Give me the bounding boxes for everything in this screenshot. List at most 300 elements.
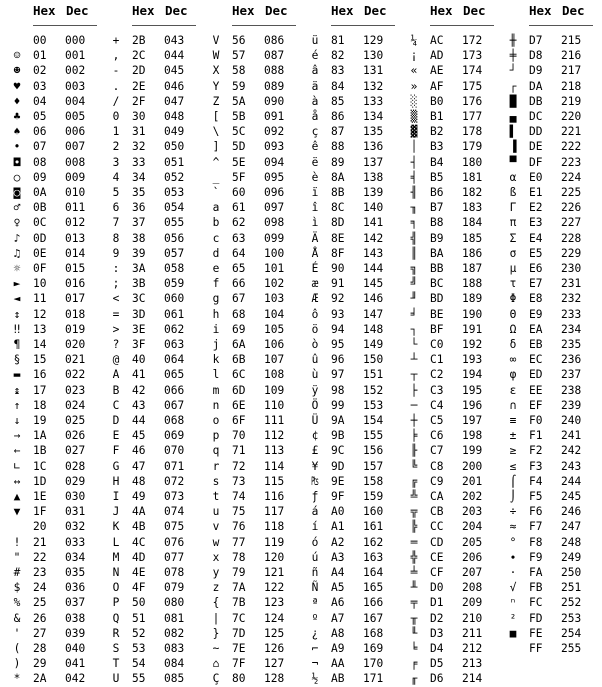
char-glyph: ╫ [509, 34, 517, 47]
hex-value: 2F [132, 94, 146, 108]
hex-value: AE [430, 64, 444, 78]
dec-value: 207 [462, 566, 483, 579]
dec-value: 174 [462, 64, 483, 78]
dec-value: 053 [164, 186, 185, 199]
dec-value: 148 [363, 322, 384, 336]
char-glyph: C [112, 398, 120, 412]
dec-value: 182 [462, 186, 483, 199]
dec-value: 186 [462, 246, 483, 260]
char-glyph: φ [509, 368, 517, 382]
hex-value: C0 [430, 338, 444, 351]
char-glyph: ) [13, 657, 21, 671]
dec-value: 083 [164, 642, 185, 655]
char-glyph: ╓ [410, 672, 418, 686]
char-glyph: ≤ [509, 459, 517, 473]
dec-value: 227 [561, 216, 582, 230]
hex-value: 30 [132, 110, 146, 123]
char-glyph: ○ [13, 170, 21, 184]
char-glyph: · [509, 566, 517, 579]
hex-value: BC [430, 277, 444, 291]
char-glyph: ╗ [410, 262, 418, 275]
char-glyph: É [311, 262, 319, 275]
dec-value: 068 [164, 414, 185, 427]
char-glyph: 0 [112, 110, 120, 123]
hex-value: C5 [430, 414, 444, 427]
dec-value: 230 [561, 262, 582, 275]
char-glyph: » [410, 79, 418, 93]
hex-value: ED [529, 368, 543, 382]
char-glyph: : [112, 262, 120, 275]
hex-value: 95 [331, 338, 345, 351]
hex-value: F5 [529, 490, 543, 503]
dec-value: 078 [164, 566, 185, 579]
dec-value: 030 [65, 490, 86, 503]
hex-value: 34 [132, 170, 146, 184]
char-glyph: ♠ [13, 125, 21, 139]
hex-value: B4 [430, 155, 444, 169]
char-glyph: L [112, 535, 120, 549]
hex-value: 75 [232, 505, 246, 519]
hex-value: 1A [33, 429, 47, 443]
hex-value: BA [430, 246, 444, 260]
hex-value: 5F [232, 170, 246, 184]
dec-value: 035 [65, 566, 86, 579]
hex-value: DA [529, 79, 543, 93]
char-glyph: ▲ [13, 490, 21, 503]
char-glyph: ╩ [410, 490, 418, 503]
dec-value: 031 [65, 505, 86, 519]
char-glyph: + [112, 34, 120, 47]
dec-value: 189 [462, 292, 483, 306]
dec-value: 024 [65, 398, 86, 412]
dec-value: 198 [462, 429, 483, 443]
dec-value: 236 [561, 353, 582, 367]
dec-value: 159 [363, 490, 384, 503]
hex-value: 2D [132, 64, 146, 78]
char-glyph: _ [212, 170, 220, 184]
hex-value: BB [430, 262, 444, 275]
char-glyph: ▬ [13, 368, 21, 382]
hex-value: BE [430, 307, 444, 321]
char-glyph: ╡ [410, 170, 418, 184]
dec-value: 202 [462, 490, 483, 503]
char-glyph: Θ [509, 307, 517, 321]
char-glyph: g [212, 292, 220, 306]
hex-value: 11 [33, 292, 47, 306]
dec-header: Dec [364, 3, 387, 18]
hex-value: 43 [132, 398, 146, 412]
char-glyph: S [112, 642, 120, 655]
dec-value: 049 [164, 125, 185, 139]
dec-value: 136 [363, 140, 384, 154]
dec-value: 092 [264, 125, 285, 139]
char-glyph: R [112, 626, 120, 640]
char-glyph: ◘ [13, 155, 21, 169]
hex-value: 4C [132, 535, 146, 549]
dec-value: 097 [264, 201, 285, 215]
char-glyph: ╠ [410, 520, 418, 534]
char-glyph: Σ [509, 231, 517, 245]
char-glyph: 3 [112, 155, 120, 169]
char-glyph: ☺ [13, 49, 21, 63]
hex-value: 87 [331, 125, 345, 139]
hex-value: C1 [430, 353, 444, 367]
dec-value: 134 [363, 110, 384, 123]
hex-value: 26 [33, 611, 47, 625]
hex-value: 9F [331, 490, 345, 503]
dec-value: 032 [65, 520, 86, 534]
hex-value: 20 [33, 520, 47, 534]
hex-value: B3 [430, 140, 444, 154]
hex-value: 59 [232, 79, 246, 93]
char-glyph: / [112, 94, 120, 108]
char-glyph: ╨ [410, 581, 418, 595]
dec-value: 238 [561, 383, 582, 397]
char-glyph: @ [112, 353, 120, 367]
dec-header: Dec [165, 3, 188, 18]
hex-value: 21 [33, 535, 47, 549]
char-glyph: â [311, 64, 319, 78]
dec-value: 206 [462, 550, 483, 564]
dec-value: 111 [264, 414, 285, 427]
dec-value: 016 [65, 277, 86, 291]
dec-value: 069 [164, 429, 185, 443]
dec-value: 204 [462, 520, 483, 534]
char-glyph: ┬ [410, 368, 418, 382]
hex-value: 6C [232, 368, 246, 382]
char-glyph: ü [311, 34, 319, 47]
hex-value: 94 [331, 322, 345, 336]
char-glyph: ♥ [13, 79, 21, 93]
hex-value: 61 [232, 201, 246, 215]
hex-value: 79 [232, 566, 246, 579]
hex-value: 8F [331, 246, 345, 260]
char-glyph: ┴ [410, 353, 418, 367]
hex-value: 7D [232, 626, 246, 640]
hex-value: 0C [33, 216, 47, 230]
hex-value: 76 [232, 520, 246, 534]
dec-value: 060 [164, 292, 185, 306]
hex-value: D1 [430, 596, 444, 610]
hex-value: F6 [529, 505, 543, 519]
dec-value: 041 [65, 657, 86, 671]
dec-value: 108 [264, 368, 285, 382]
hex-value: 6D [232, 383, 246, 397]
char-glyph: δ [509, 338, 517, 351]
dec-value: 021 [65, 353, 86, 367]
char-glyph: └ [410, 338, 418, 351]
char-glyph: « [410, 64, 418, 78]
char-glyph: F [112, 444, 120, 458]
dec-value: 167 [363, 611, 384, 625]
dec-value: 205 [462, 535, 483, 549]
dec-value: 103 [264, 292, 285, 306]
hex-value: DF [529, 155, 543, 169]
hex-value: 9C [331, 444, 345, 458]
hex-value: 52 [132, 626, 146, 640]
char-glyph: = [112, 307, 120, 321]
hex-value: 53 [132, 642, 146, 655]
dec-value: 105 [264, 322, 285, 336]
hex-value: 0D [33, 231, 47, 245]
dec-value: 011 [65, 201, 86, 215]
char-glyph: n [212, 398, 220, 412]
hex-value: 81 [331, 34, 345, 47]
hex-value: 97 [331, 368, 345, 382]
char-glyph: 8 [112, 231, 120, 245]
dec-value: 144 [363, 262, 384, 275]
char-glyph: 9 [112, 246, 120, 260]
dec-value: 045 [164, 64, 185, 78]
hex-value: F8 [529, 535, 543, 549]
char-glyph: å [311, 110, 319, 123]
char-glyph: ╟ [410, 444, 418, 458]
hex-value: DE [529, 140, 543, 154]
hex-value: 14 [33, 338, 47, 351]
char-glyph: \ [212, 125, 220, 139]
hex-value: D0 [430, 581, 444, 595]
char-glyph: ‼ [13, 322, 21, 336]
hex-value: 82 [331, 49, 345, 63]
dec-value: 080 [164, 596, 185, 610]
dec-value: 150 [363, 353, 384, 367]
dec-value: 107 [264, 353, 285, 367]
char-glyph: $ [13, 581, 21, 595]
dec-value: 095 [264, 170, 285, 184]
hex-value: A7 [331, 611, 345, 625]
dec-value: 216 [561, 49, 582, 63]
hex-value: 0B [33, 201, 47, 215]
dec-value: 135 [363, 125, 384, 139]
char-glyph: D [112, 414, 120, 427]
char-glyph: ( [13, 642, 21, 655]
char-glyph: ☼ [13, 262, 21, 275]
dec-value: 101 [264, 262, 285, 275]
dec-value: 235 [561, 338, 582, 351]
dec-value: 250 [561, 566, 582, 579]
char-glyph: ï [311, 186, 319, 199]
hex-value: DC [529, 110, 543, 123]
char-glyph: Q [112, 611, 120, 625]
hex-value: EE [529, 383, 543, 397]
hex-value: 6B [232, 353, 246, 367]
char-glyph: J [112, 505, 120, 519]
char-glyph: H [112, 474, 120, 488]
hex-value: EA [529, 322, 543, 336]
char-glyph: t [212, 490, 220, 503]
hex-value: F4 [529, 474, 543, 488]
dec-value: 043 [164, 34, 185, 47]
dec-value: 131 [363, 64, 384, 78]
dec-value: 218 [561, 79, 582, 93]
dec-value: 181 [462, 170, 483, 184]
dec-value: 084 [164, 657, 185, 671]
hex-value: 74 [232, 490, 246, 503]
header-rule [232, 25, 296, 26]
dec-value: 003 [65, 79, 86, 93]
char-glyph: ┘ [509, 64, 517, 78]
char-glyph: ╒ [410, 657, 418, 671]
hex-value: E7 [529, 277, 543, 291]
char-glyph: ì [311, 216, 319, 230]
header-rule [529, 25, 593, 26]
dec-value: 006 [65, 125, 86, 139]
char-glyph: ¶ [13, 338, 21, 351]
char-glyph: ñ [311, 566, 319, 579]
hex-value: D7 [529, 34, 543, 47]
hex-value: 4A [132, 505, 146, 519]
hex-value: FB [529, 581, 543, 595]
char-glyph: º [311, 611, 319, 625]
hex-value: B9 [430, 231, 444, 245]
dec-value: 085 [164, 672, 185, 686]
char-glyph: ↓ [13, 414, 21, 427]
dec-value: 132 [363, 79, 384, 93]
char-glyph: ║ [410, 246, 418, 260]
dec-value: 192 [462, 338, 483, 351]
dec-value: 169 [363, 642, 384, 655]
char-glyph: Ü [311, 414, 319, 427]
dec-value: 001 [65, 49, 86, 63]
dec-value: 153 [363, 398, 384, 412]
char-glyph: ← [13, 444, 21, 458]
dec-value: 155 [363, 429, 384, 443]
dec-value: 225 [561, 186, 582, 199]
hex-value: F2 [529, 444, 543, 458]
char-glyph: ▼ [13, 505, 21, 519]
dec-value: 246 [561, 505, 582, 519]
char-glyph: í [311, 520, 319, 534]
hex-value: 71 [232, 444, 246, 458]
dec-value: 077 [164, 550, 185, 564]
char-glyph: ] [212, 140, 220, 154]
hex-value: 35 [132, 186, 146, 199]
hex-value: 22 [33, 550, 47, 564]
dec-value: 082 [164, 626, 185, 640]
hex-value: DD [529, 125, 543, 139]
char-glyph: ƒ [311, 490, 319, 503]
char-glyph: ♦ [13, 94, 21, 108]
char-glyph: § [13, 353, 21, 367]
dec-value: 222 [561, 140, 582, 154]
hex-value: 1F [33, 505, 47, 519]
char-glyph: ∩ [509, 398, 517, 412]
char-glyph: è [311, 170, 319, 184]
dec-value: 242 [561, 444, 582, 458]
hex-value: FC [529, 596, 543, 610]
dec-value: 036 [65, 581, 86, 595]
hex-value: 08 [33, 155, 47, 169]
hex-value: 36 [132, 201, 146, 215]
hex-value: 80 [232, 672, 246, 686]
char-glyph: ┼ [410, 414, 418, 427]
char-glyph: N [112, 566, 120, 579]
char-glyph: Ö [311, 398, 319, 412]
hex-value: 7E [232, 642, 246, 655]
char-glyph: A [112, 368, 120, 382]
char-glyph: ╖ [410, 201, 418, 215]
dec-value: 110 [264, 398, 285, 412]
hex-value: AB [331, 672, 345, 686]
dec-value: 140 [363, 201, 384, 215]
dec-value: 087 [264, 49, 285, 63]
dec-value: 240 [561, 414, 582, 427]
char-glyph: ⁿ [509, 596, 517, 610]
dec-value: 057 [164, 246, 185, 260]
hex-value: A6 [331, 596, 345, 610]
char-glyph: z [212, 581, 220, 595]
dec-value: 029 [65, 474, 86, 488]
hex-value: DB [529, 94, 543, 108]
char-glyph: ⌐ [311, 642, 319, 655]
dec-value: 117 [264, 505, 285, 519]
char-glyph: B [112, 383, 120, 397]
char-glyph: p [212, 429, 220, 443]
char-glyph: i [212, 322, 220, 336]
char-glyph: ╔ [410, 474, 418, 488]
char-glyph: ▌ [509, 125, 517, 139]
char-glyph: o [212, 414, 220, 427]
char-glyph: ⌂ [212, 657, 220, 671]
char-glyph: j [212, 338, 220, 351]
char-glyph: Z [212, 94, 220, 108]
dec-value: 157 [363, 459, 384, 473]
hex-value: 63 [232, 231, 246, 245]
hex-value: 9A [331, 414, 345, 427]
hex-value: 03 [33, 79, 47, 93]
hex-value: E3 [529, 216, 543, 230]
hex-value: D5 [430, 657, 444, 671]
char-glyph: * [13, 672, 21, 686]
char-glyph: ä [311, 79, 319, 93]
char-glyph: ú [311, 550, 319, 564]
char-glyph: ↔ [13, 474, 21, 488]
dec-value: 138 [363, 170, 384, 184]
dec-value: 141 [363, 216, 384, 230]
char-glyph: ╥ [410, 611, 418, 625]
hex-value: 83 [331, 64, 345, 78]
char-glyph: ─ [410, 398, 418, 412]
hex-value: A3 [331, 550, 345, 564]
header-rule [132, 25, 196, 26]
char-glyph: , [112, 49, 120, 63]
char-glyph: ² [509, 611, 517, 625]
dec-value: 118 [264, 520, 285, 534]
char-glyph: π [509, 216, 517, 230]
dec-value: 002 [65, 64, 86, 78]
dec-value: 197 [462, 414, 483, 427]
dec-value: 176 [462, 94, 483, 108]
char-glyph: ◙ [13, 186, 21, 199]
hex-value: B8 [430, 216, 444, 230]
char-glyph: d [212, 246, 220, 260]
dec-value: 165 [363, 581, 384, 595]
hex-value: 6E [232, 398, 246, 412]
dec-value: 123 [264, 596, 285, 610]
dec-value: 178 [462, 125, 483, 139]
char-glyph: ` [212, 186, 220, 199]
char-glyph: ₧ [311, 474, 319, 488]
char-glyph: ◄ [13, 292, 21, 306]
dec-value: 224 [561, 170, 582, 184]
hex-value: 7A [232, 581, 246, 595]
dec-value: 166 [363, 596, 384, 610]
dec-value: 248 [561, 535, 582, 549]
dec-value: 023 [65, 383, 86, 397]
char-glyph: b [212, 216, 220, 230]
hex-value: A8 [331, 626, 345, 640]
hex-value: 06 [33, 125, 47, 139]
